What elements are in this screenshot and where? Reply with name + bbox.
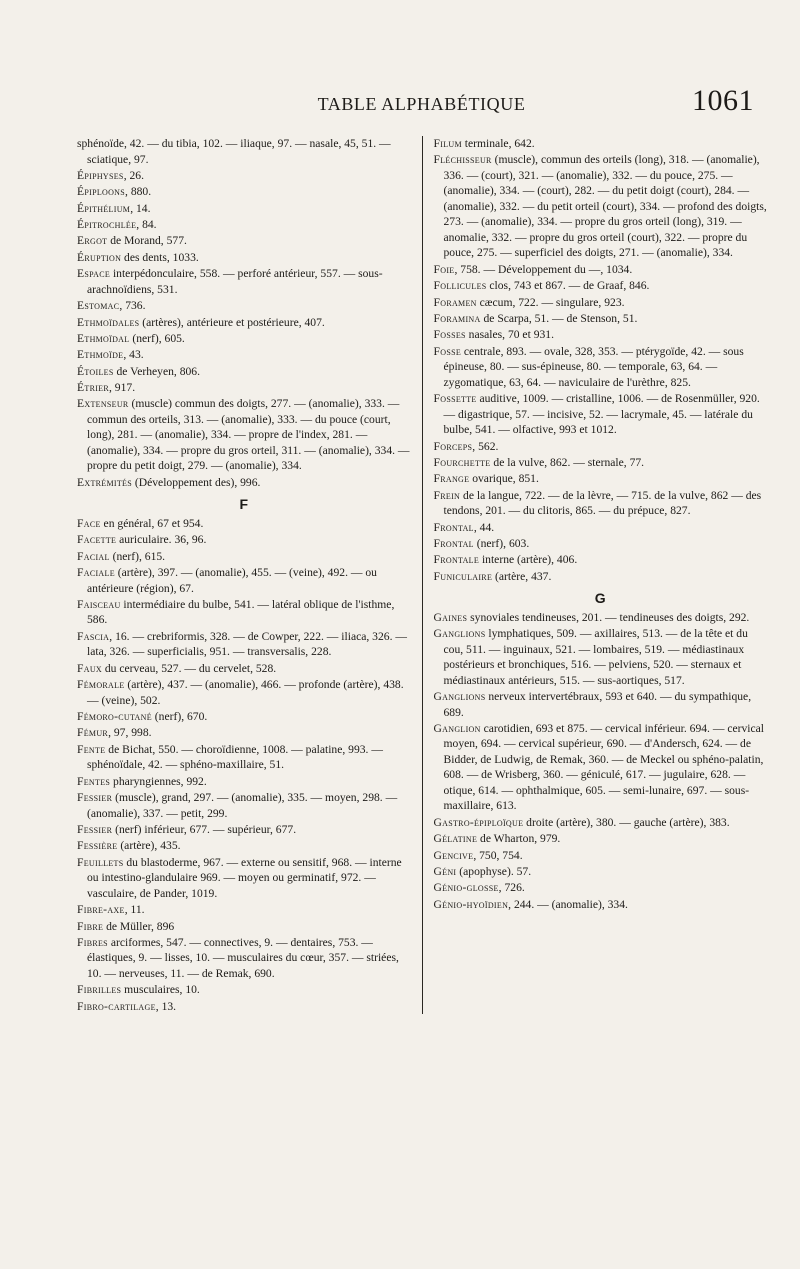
index-entry <box>77 396 411 474</box>
entry-headword: Fibro-cartilage <box>77 999 156 1013</box>
entry-headword: Étoiles <box>77 364 114 378</box>
running-title: TABLE ALPHABÉTIQUE <box>317 94 526 114</box>
entry-references: (muscle), commun des orteils (long), 318. — (anomalie), 336. — (court), 321. — (anomalie), 332. — du pouce, 275. — (anomalie), 334. — (court), 282. — du petit doigt (court), 284. — (anomalie), 332. — du petit orteil (court), 334. — profond des doigts, 273. — (anomalie), 334. — propre du gros orteil (long), 319. — anomalie, 332. — propre du gros orteil (court), 322. — propre du pouce, 275. — superficiel des doigts, 271. — (anomalie), 334. <box>443 153 767 260</box>
entry-headword: Fibrilles <box>77 983 122 997</box>
entry-headword: Follicules <box>433 279 487 293</box>
entry-headword: Foramen <box>433 295 477 309</box>
entry-references: ovarique, 851. <box>469 472 539 486</box>
index-entry <box>434 455 768 471</box>
index-entry <box>434 344 768 391</box>
entry-headword: Fente <box>77 742 106 756</box>
entry-headword: Gaines <box>433 610 468 624</box>
index-entry <box>77 725 411 741</box>
entry-references: (muscle) commun des doigts, 277. — (anomalie), 333. — commun des orteils, 313. — (anomalie), 333. — du pouce (court, long), 281. — (anomalie), 334. — propre de l'index, 281. — (anomalie), 334. — propre du gros orteil, 311. — (anomalie), 334. — propre du petit doigt, 279. — (anomalie), 334. <box>87 397 410 473</box>
entry-headword: Extrémités <box>77 475 132 489</box>
entry-references: de la vulve, 862. — sternale, 77. <box>490 455 645 469</box>
entry-headword: Fémorale <box>77 678 125 692</box>
entry-references: , 244. — (anomalie), 334. <box>508 897 628 911</box>
index-entry <box>77 822 411 838</box>
entry-headword: Frontal <box>433 536 474 550</box>
entry-references: droite (artère), 380. — gauche (artère), 383. <box>523 815 730 829</box>
entry-references: en général, 67 et 954. <box>100 516 204 530</box>
index-entry <box>77 184 411 200</box>
entry-references: , 26. <box>123 168 144 182</box>
entry-references: auditive, 1009. — cristalline, 1006. — de Rosenmüller, 920. — digastrique, 57. — incisive, 52. — lacrymale, 45. — latérale du bulbe, 541. — olfactive, 993 et 1012. <box>443 392 760 437</box>
entry-references: (nerf), 605. <box>129 331 185 345</box>
index-entry <box>434 552 768 568</box>
entry-headword: Estomac <box>77 299 120 313</box>
entry-headword: Fourchette <box>433 455 491 469</box>
entry-references: (artère), 397. — (anomalie), 455. — (veine), 492. — ou antérieure (région), 67. <box>87 566 377 595</box>
entry-headword: Foie <box>433 262 455 276</box>
index-entry <box>77 774 411 790</box>
index-entry <box>77 855 411 902</box>
entry-headword: Feuillets <box>77 855 124 869</box>
index-entry <box>77 999 411 1015</box>
entry-headword: Facial <box>77 549 110 563</box>
entry-references: nerveux intervertébraux, 593 et 640. — du sympathique, 689. <box>443 690 752 719</box>
index-entry <box>77 201 411 217</box>
entry-headword: Ethmoïdal <box>77 331 130 345</box>
index-entry <box>77 902 411 918</box>
entry-references: (muscle), grand, 297. — (anomalie), 335. — moyen, 298. — (anomalie), 337. — petit, 299. <box>87 791 398 820</box>
entry-headword: Faisceau <box>77 597 121 611</box>
entry-references: (nerf), 615. <box>109 549 166 563</box>
entry-references: cæcum, 722. — singulare, 923. <box>476 295 625 309</box>
entry-headword: Fentes <box>77 774 111 788</box>
entry-headword: Frontale <box>433 553 480 567</box>
index-entry <box>434 391 768 438</box>
index-entry <box>434 569 768 585</box>
entry-headword: Frein <box>433 488 461 502</box>
entry-references: de la langue, 722. — de la lèvre, — 715. de la vulve, 862 — des tendons, 201. — du clitoris, 865. — du prépuce, 827. <box>443 488 762 518</box>
index-entry <box>77 331 411 347</box>
entry-headword: Ganglion <box>433 721 481 735</box>
entry-references: , 97, 998. <box>108 726 152 740</box>
entry-references: , 16. — crebriformis, 328. — de Cowper, 222. — iliaca, 326. — lata, 326. — superficialis, 951. — transversalis, 228. <box>87 629 407 659</box>
entry-references: synoviales tendineuses, 201. — tendineuses des doigts, 292. <box>467 610 750 624</box>
left-column <box>77 136 422 1014</box>
index-entry <box>77 677 411 708</box>
entry-references: (apophyse). 57. <box>456 864 532 878</box>
index-entry <box>77 298 411 314</box>
index-entry <box>77 250 411 266</box>
entry-references: sphénoïde, 42. — du tibia, 102. — iliaque, 97. — nasale, 45, 51. — sciatique, 97. <box>77 137 391 166</box>
entry-headword: Génio-hyoïdien <box>433 897 509 911</box>
entry-headword: Épiphyses <box>77 168 124 182</box>
index-entry <box>77 919 411 935</box>
index-entry <box>434 311 768 327</box>
index-entry <box>434 295 768 311</box>
entry-headword: Génio-glosse <box>433 881 499 895</box>
entry-headword: Fessière <box>77 839 118 853</box>
index-entry <box>77 315 411 331</box>
section-letter: G <box>594 590 606 607</box>
index-entry <box>77 347 411 363</box>
entry-references: (artères), antérieure et postérieure, 407. <box>139 315 325 329</box>
index-entry <box>434 488 768 519</box>
entry-references: auriculaire. 36, 96. <box>116 533 207 547</box>
entry-headword: Fosse <box>433 344 462 358</box>
index-entry <box>434 439 768 455</box>
entry-headword: Faciale <box>77 566 115 580</box>
entry-headword: Faux <box>77 661 102 675</box>
page-number: 1061 <box>692 84 754 117</box>
index-entry <box>77 597 411 628</box>
entry-references: du cerveau, 527. — du cervelet, 528. <box>101 661 277 675</box>
index-entry <box>77 136 411 167</box>
entry-headword: Foramina <box>433 311 481 325</box>
index-entry <box>77 516 411 532</box>
entry-references: centrale, 893. — ovale, 328, 353. — ptérygoïde, 42. — sous épineuse, 80. — sus-épineuse, 80. — temporale, 63, 64. — zygomatique, 63, 64. — naviculaire de l'urèthre, 825. <box>443 344 744 389</box>
index-entry <box>434 610 768 626</box>
entry-references: clos, 743 et 867. — de Graaf, 846. <box>486 279 650 293</box>
entry-headword: Ethmoïde <box>77 348 124 362</box>
entry-references: de Müller, 896 <box>103 919 175 933</box>
index-entry <box>77 565 411 596</box>
entry-headword: Frontal <box>433 520 474 534</box>
entry-headword: Ganglions <box>433 690 486 704</box>
entry-references: , 13. <box>155 999 177 1013</box>
index-entry <box>77 233 411 249</box>
page-header <box>77 84 766 124</box>
index-entry <box>77 549 411 565</box>
entry-headword: Extenseur <box>77 397 129 411</box>
entry-references: du blastoderme, 967. — externe ou sensitif, 968. — interne ou intestino-glandulaire 969. — moyen ou germinatif, 972. — vasculaire, de Pander, 1019. <box>87 855 402 900</box>
entry-references: (nerf) inférieur, 677. — supérieur, 677. <box>112 822 297 836</box>
entry-references: arciformes, 547. — connectives, 9. — dentaires, 753. — élastiques, 9. — lisses, 10. — musculaires du cœur, 357. — striées, 10. — nerveuses, 11. — de Remak, 690. <box>87 935 399 980</box>
entry-references: , 917. <box>109 381 136 395</box>
entry-references: , 11. <box>124 903 145 917</box>
entry-references: (nerf), 603. <box>473 536 530 550</box>
index-entry <box>434 262 768 278</box>
right-column <box>422 136 768 1014</box>
index-entry <box>77 709 411 725</box>
entry-references: terminale, 642. <box>461 137 535 150</box>
index-entry <box>434 520 768 536</box>
entry-headword: Ergot <box>77 234 108 248</box>
index-entry <box>77 475 411 491</box>
entry-references: (nerf), 670. <box>151 709 208 723</box>
index-entry <box>77 364 411 380</box>
index-columns <box>77 136 767 1014</box>
entry-references: (artère), 437. — (anomalie), 466. — profonde (artère), 438. — (veine), 502. <box>87 678 404 707</box>
index-entry <box>434 152 768 261</box>
entry-headword: Ganglions <box>433 627 486 641</box>
entry-headword: Espace <box>77 267 111 281</box>
entry-references: , 880. <box>125 185 152 199</box>
entry-headword: Fibre <box>77 919 104 933</box>
entry-references: interne (artère), 406. <box>479 553 578 567</box>
index-entry <box>434 897 768 913</box>
index-entry <box>434 864 768 880</box>
index-entry <box>77 661 411 677</box>
index-entry <box>434 721 768 814</box>
index-entry <box>77 217 411 233</box>
index-entry <box>434 136 768 152</box>
entry-headword: Filum <box>433 137 462 150</box>
entry-headword: Fessier <box>77 822 113 836</box>
index-entry <box>434 831 768 847</box>
entry-headword: Fibre-axe <box>77 903 125 917</box>
entry-headword: Ethmoïdales <box>77 315 140 329</box>
entry-headword: Fascia <box>77 629 110 643</box>
entry-references: (Développement des), 996. <box>131 475 261 489</box>
index-entry <box>77 629 411 660</box>
index-entry <box>434 815 768 831</box>
entry-headword: Fessier <box>77 791 113 805</box>
entry-headword: Frange <box>433 472 470 486</box>
entry-headword: Épiploons <box>77 185 126 199</box>
index-entry <box>434 626 768 688</box>
entry-headword: Fosses <box>433 328 466 342</box>
entry-headword: Gastro-épiploïque <box>433 815 524 829</box>
entry-headword: Forceps <box>433 439 473 453</box>
index-entry <box>77 935 411 982</box>
entry-references: musculaires, 10. <box>121 983 200 997</box>
entry-references: de Wharton, 979. <box>477 832 561 846</box>
entry-headword: Fibres <box>77 935 108 949</box>
entry-references: lymphatiques, 509. — axillaires, 513. — de la tête et du cou, 511. — inguinaux, 521. — lombaires, 519. — médiastinaux postérieurs et bronchiques, 516. — pelviens, 520. — sternaux et médiastinaux antérieurs, 515. — sus-aortiques, 517. <box>443 627 748 687</box>
index-entry <box>77 838 411 854</box>
entry-headword: Facette <box>77 533 117 547</box>
entry-references: nasales, 70 et 931. <box>465 328 554 342</box>
entry-references: , 726. <box>498 881 525 895</box>
entry-references: carotidien, 693 et 875. — cervical inférieur. 694. — cervical moyen, 694. — cervical supérieur, 690. — d'Andersch, 624. — de Bidder, de Ludwig, de Remak, 360. — de Meckel ou sphéno-palatin, 608. — de Wrisberg, 360. — géniculé, 617. — jugulaire, 628. — otique, 614. — ophthalmique, 605. — semi-lunaire, 697. — sous-maxillaire, 613. <box>443 721 765 813</box>
entry-references: (artère), 435. <box>117 839 181 853</box>
index-entry <box>77 982 411 998</box>
entry-headword: Funiculaire <box>433 569 493 583</box>
index-entry <box>434 278 768 294</box>
entry-references: , 43. <box>123 348 144 362</box>
entry-headword: Gencive <box>433 848 474 862</box>
index-entry <box>434 848 768 864</box>
entry-references: , 562. <box>472 439 499 453</box>
index-entry <box>77 168 411 184</box>
entry-references: , 84. <box>136 218 157 232</box>
index-entry <box>434 536 768 552</box>
index-entry <box>434 327 768 343</box>
entry-references: , 44. <box>473 520 495 534</box>
index-entry <box>77 532 411 548</box>
entry-headword: Éruption <box>77 250 122 264</box>
entry-headword: Épithélium <box>77 201 131 215</box>
entry-references: de Bichat, 550. — choroïdienne, 1008. — palatine, 993. — sphénoïdale, 42. — sphéno-maxillaire, 51. <box>87 742 383 772</box>
index-entry <box>77 790 411 821</box>
entry-references: pharyngiennes, 992. <box>110 774 207 788</box>
entry-references: des dents, 1033. <box>121 250 199 264</box>
entry-references: de Scarpa, 51. — de Stenson, 51. <box>480 311 638 325</box>
entry-headword: Fémoro-cutané <box>77 709 152 723</box>
entry-references: (artère, 437. <box>492 569 552 583</box>
entry-references: interpédonculaire, 558. — perforé antérieur, 557. — sous-arachnoïdiens, 531. <box>87 267 383 296</box>
index-entry <box>434 689 768 720</box>
index-entry <box>77 266 411 297</box>
section-letter: F <box>239 496 249 513</box>
entry-references: , 758. — Développement du —, 1034. <box>454 262 633 276</box>
entry-headword: Étrier <box>77 381 109 395</box>
entry-headword: Fémur <box>77 726 109 740</box>
entry-references: , 750, 754. <box>473 848 523 862</box>
entry-references: intermédiaire du bulbe, 541. — latéral oblique de l'isthme, 586. <box>87 597 395 627</box>
index-entry <box>77 380 411 396</box>
entry-headword: Épitrochlée <box>77 218 137 232</box>
entry-references: de Verheyen, 806. <box>113 364 200 378</box>
entry-headword: Fléchisseur <box>433 153 492 167</box>
entry-references: , 736. <box>119 299 146 313</box>
index-entry <box>77 742 411 773</box>
entry-references: , 14. <box>130 201 151 215</box>
entry-references: de Morand, 577. <box>107 234 187 248</box>
entry-headword: Géni <box>433 864 457 878</box>
index-entry <box>434 471 768 487</box>
index-entry <box>434 880 768 896</box>
entry-headword: Fossette <box>433 392 477 406</box>
entry-headword: Gélatine <box>433 832 478 846</box>
entry-headword: Face <box>77 516 101 530</box>
